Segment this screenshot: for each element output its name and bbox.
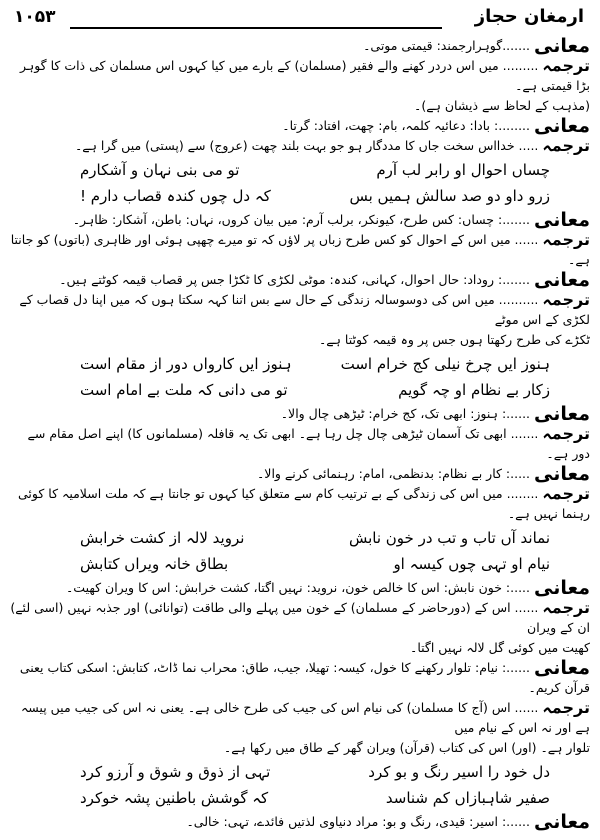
translation-entry xyxy=(10,136,590,156)
verse-hemistich-left: تہی از ذوق و شوق و آرزو کرد xyxy=(80,763,271,781)
verse-line xyxy=(80,786,550,810)
meaning-entry xyxy=(10,578,590,598)
translation-label: ترجمہ xyxy=(542,290,590,309)
entry-text: ........: بادا: دعائیہ کلمہ، بام: چھت، افتاد: گرتا۔ xyxy=(282,118,531,133)
meaning-entry xyxy=(10,36,590,56)
entry-text: ......: نیام: تلوار رکھنے کا خول، کیسہ: تھیلا، جیب، طاق: محراب نما ڈاٹ، کتابش: اسکی کتاب یعنی قرآن کریم۔ xyxy=(19,660,590,695)
book-title: ارمغان حجاز xyxy=(474,6,584,27)
verse-hemistich-left: نروید لالہ از کشت خرابش xyxy=(80,529,245,547)
translation-label: ترجمہ xyxy=(542,424,590,443)
verse-line xyxy=(80,184,550,208)
meaning-label: معانی xyxy=(534,209,590,231)
meaning-entry xyxy=(10,658,590,698)
verse-hemistich-left: بطاق خانہ ویراں کتابش xyxy=(80,555,229,573)
verse-hemistich-right: نیام او تہی چوں کیسہ او xyxy=(393,555,550,573)
entry-text: .......گوہرارجمند: قیمتی موتی۔ xyxy=(363,38,531,53)
translation-label: ترجمہ xyxy=(542,136,590,155)
verse-hemistich-left: کہ گوشش باطنین پشہ خوکرد xyxy=(80,789,269,807)
verse-hemistich-right: ہنوز ایں چرخ نیلی کج خرام است xyxy=(340,355,550,373)
entry-text: ...... اس (آج کا مسلمان) کی نیام اس کی جیب کی طرح خالی ہے۔ یعنی نہ اس کی جیب میں پیسہ ہے اور نہ اس کے نیام میں xyxy=(20,700,590,735)
page-header xyxy=(8,6,592,32)
verse-hemistich-right: زکار بے نظام او چہ گویم xyxy=(398,381,550,399)
verse-line xyxy=(80,378,550,402)
entry-text-continued: کھیت میں کوئی گل لالہ نہیں اگتا۔ xyxy=(410,640,590,655)
entry-text: .......: روداد: حال احوال، کہانی، کندہ: موٹی لکڑی کا ٹکڑا جس پر قصاب قیمہ کوٹتے ہیں۔ xyxy=(59,272,531,287)
verse-hemistich-left: کہ دل چوں کندہ قصاب دارم ! xyxy=(80,187,271,205)
verse-hemistich-right: چساں احوال او رابر لب آرم xyxy=(376,161,550,179)
verse-line xyxy=(80,526,550,550)
entry-text: ...... میں اس کے احوال کو کس طرح زباں پر لاؤں کہ تو میرے چھپی ہوئی اور ظاہری (باتوں) کو جانتا ہے۔ xyxy=(10,232,590,267)
meaning-entry xyxy=(10,464,590,484)
entry-text-continued: (مذہب کے لحاظ سے ذیشان ہے)۔ xyxy=(414,98,590,113)
meaning-entry xyxy=(10,116,590,136)
verse-hemistich-right: نماند آں تاب و تب در خون نابش xyxy=(348,529,550,547)
entry-text: ......: اسیر: قیدی، رنگ و بو: مراد دنیاوی لذتیں فائدے، تہی: خالی۔ xyxy=(186,814,531,829)
entry-text: ..... خدااس سخت جاں کا مددگار ہو جو بہت بلند چھت (عروج) سے (پستی) میں گرا ہے۔ xyxy=(74,138,539,153)
translation-entry xyxy=(10,484,590,524)
translation-entry xyxy=(10,290,590,350)
entry-text: .....: خون نابش: اس کا خالص خون، نروید: نہیں اگتا، کشت خرابش: اس کا ویران کھیت۔ xyxy=(65,580,531,595)
verse-line xyxy=(80,352,550,376)
verse-hemistich-right: صفیر شاہبازاں کم شناسد xyxy=(385,789,550,807)
entry-text: ...... اس کے (دورحاضر کے مسلمان) کے خون میں پہلے والی طاقت (توانائی) اور جذبہ نہیں (اسی لئے) ان کے ویران xyxy=(10,600,590,635)
page-content xyxy=(10,36,590,836)
entry-text: .....: کار بے نظام: بدنظمی، امام: رہنمائی کرنے والا۔ xyxy=(256,466,531,481)
page-number: ۱۰۵۳ xyxy=(14,7,56,27)
verse-line xyxy=(80,760,550,784)
entry-text: ......: ہنوز: ابھی تک، کج خرام: ٹیڑھی چال والا۔ xyxy=(280,406,531,421)
entry-text-continued: ٹکڑے کی طرح رکھتا ہوں جس پر وہ قیمہ کوٹتا ہے۔ xyxy=(318,332,590,347)
verse-hemistich-right: دل خود را اسیر رنگ و بو کرد xyxy=(368,763,550,781)
translation-entry xyxy=(10,230,590,270)
translation-entry xyxy=(10,424,590,464)
meaning-entry xyxy=(10,404,590,424)
meaning-label: معانی xyxy=(534,577,590,599)
verse-line xyxy=(80,552,550,576)
translation-label: ترجمہ xyxy=(542,598,590,617)
entry-text: ........ میں اس کی زندگی کے بے ترتیب کام سے متعلق کیا کہوں تو جانتا ہے کہ ملت اسلامیہ کا کوئی رہنما نہیں ہے۔ xyxy=(18,486,590,521)
translation-label: ترجمہ xyxy=(542,56,590,75)
meaning-label: معانی xyxy=(534,269,590,291)
meaning-label: معانی xyxy=(534,36,590,57)
verse-line xyxy=(80,158,550,182)
meaning-entry xyxy=(10,210,590,230)
translation-entry xyxy=(10,598,590,658)
verse-hemistich-right: زرو داو دو صد سالش ہمیں بس xyxy=(349,187,550,205)
meaning-label: معانی xyxy=(534,811,590,833)
verse-hemistich-left: تو می دانی کہ ملت بے امام است xyxy=(80,381,288,399)
translation-entry xyxy=(10,56,590,116)
entry-text: ....... ابھی تک آسمان ٹیڑھی چال چل رہا ہے۔ ابھی تک یہ قافلہ (مسلمانوں کا) اپنے اصل مقام سے دور ہے۔ xyxy=(27,426,590,461)
meaning-label: معانی xyxy=(534,657,590,679)
meaning-label: معانی xyxy=(534,115,590,137)
verse-hemistich-left: ہنوز ایں کارواں دور از مقام است xyxy=(80,355,292,373)
meaning-entry xyxy=(10,812,590,832)
meaning-label: معانی xyxy=(534,403,590,425)
translation-entry xyxy=(10,698,590,758)
entry-text: .......... میں اس کی دوسوسالہ زندگی کے حال سے بس اتنا کہہ سکتا ہوں کہ میں اپنا دل قصاب کے لکڑی کے اس موٹے xyxy=(19,292,590,327)
entry-text: ......... میں اس دردر کھنے والے فقیر (مسلمان) کے بارے میں کیا کہوں اس مسلمان کی ذات کا گوہر بڑا قیمتی ہے۔ xyxy=(19,58,590,93)
entry-text: .......: چساں: کس طرح، کیونکر، برلب آرم: میں بیان کروں، نہاں: باطن، آشکار: ظاہر۔ xyxy=(72,212,531,227)
meaning-label: معانی xyxy=(534,463,590,485)
translation-label: ترجمہ xyxy=(542,484,590,503)
header-rule xyxy=(70,27,442,29)
verse-hemistich-left: تو می بنی نہان و آشکارم xyxy=(80,161,240,179)
translation-label: ترجمہ xyxy=(542,698,590,717)
meaning-entry xyxy=(10,270,590,290)
translation-label: ترجمہ xyxy=(542,230,590,249)
entry-text-continued: تلوار ہے۔ (اور) اس کی کتاب (قرآن) ویران گھر کے طاق میں رکھا ہے۔ xyxy=(223,740,590,755)
